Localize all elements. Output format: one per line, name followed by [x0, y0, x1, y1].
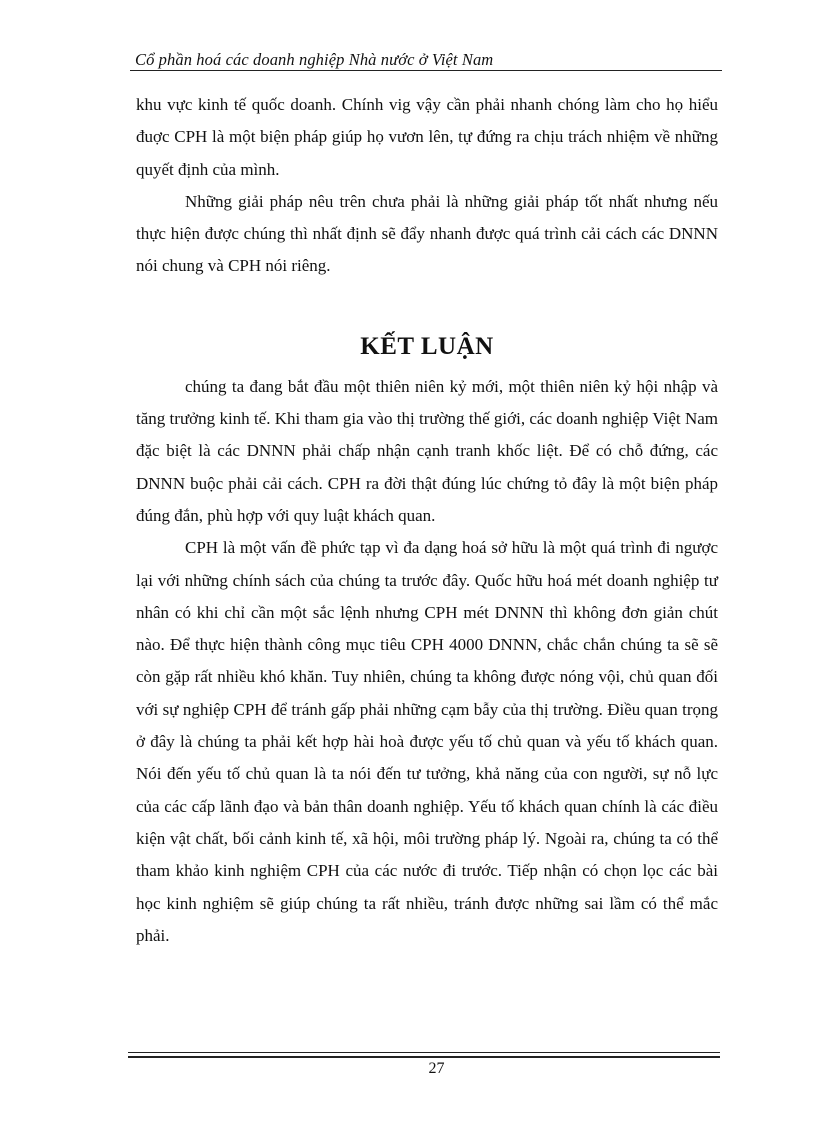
- paragraph-continuation: khu vực kinh tế quốc doanh. Chính vig vậy cần phải nhanh chóng làm cho họ hiểu đuợc CPH là một biện pháp giúp họ vươn lên, tự đứng ra chịu trách nhiệm về những quyết định của mình.: [136, 95, 718, 179]
- running-header: Cổ phần hoá các doanh nghiệp Nhà nước ở Việt Nam: [135, 50, 494, 69]
- page-number: 27: [428, 1060, 445, 1077]
- document-body: [136, 89, 718, 952]
- section-title: KẾT LUẬN: [360, 332, 494, 360]
- header-rule: [130, 70, 722, 71]
- paragraph-conclusion-2: CPH là một vấn đề phức tạp vì đa dạng hoá sở hữu là một quá trình đi ngược lại với những chính sách của chúng ta trước đây. Quốc hữu hoá mét doanh nghiệp tư nhân có khi chỉ cần một sắc lệnh nhưng CPH mét DNNN thì không đơn giản chút nào. Để thực hiện thành công mục tiêu CPH 4000 DNNN, chắc chắn chúng ta sẽ sẽ còn gặp rất nhiều khó khăn. Tuy nhiên, chúng ta không được nóng vội, chủ quan đối với sự nghiệp CPH để tránh gấp phải những cạm bẫy của thị trường. Điều quan trọng ở đây là chúng ta phải kết hợp hài hoà được yếu tố chủ quan và yếu tố khách quan. Nói đến yếu tố chủ quan là ta nói đến tư tưởng, khả năng của con người, sự nỗ lực của các cấp lãnh đạo và bản thân doanh nghiệp. Yếu tố khách quan chính là các điều kiện vật chất, bối cảnh kinh tế, xã hội, môi trường pháp lý. Ngoài ra, chúng ta có thể tham khảo kinh nghiệm CPH của các nước đi trước. Tiếp nhận có chọn lọc các bài học kinh nghiệm sẽ giúp chúng ta rất nhiều, tránh được những sai lầm có thể mắc phải.: [136, 538, 718, 945]
- paragraph-conclusion-1: chúng ta đang bắt đầu một thiên niên kỷ mới, một thiên niên kỷ hội nhập và tăng trưởng kinh tế. Khi tham gia vào thị trường thế giới, các doanh nghiệp Việt Nam đặc biệt là các DNNN phải chấp nhận cạnh tranh khốc liệt. Để có chỗ đứng, các DNNN buộc phải cải cách. CPH ra đời thật đúng lúc chứng tỏ đây là một biện pháp đúng đắn, phù hợp với quy luật khách quan.: [136, 376, 718, 525]
- footer-rule: [128, 1052, 720, 1058]
- paragraph-solutions: Những giải pháp nêu trên chưa phải là những giải pháp tốt nhất nhưng nếu thực hiện được chúng thì nhất định sẽ đẩy nhanh được quá trình cải cách các DNNN nói chung và CPH nói riêng.: [136, 191, 718, 276]
